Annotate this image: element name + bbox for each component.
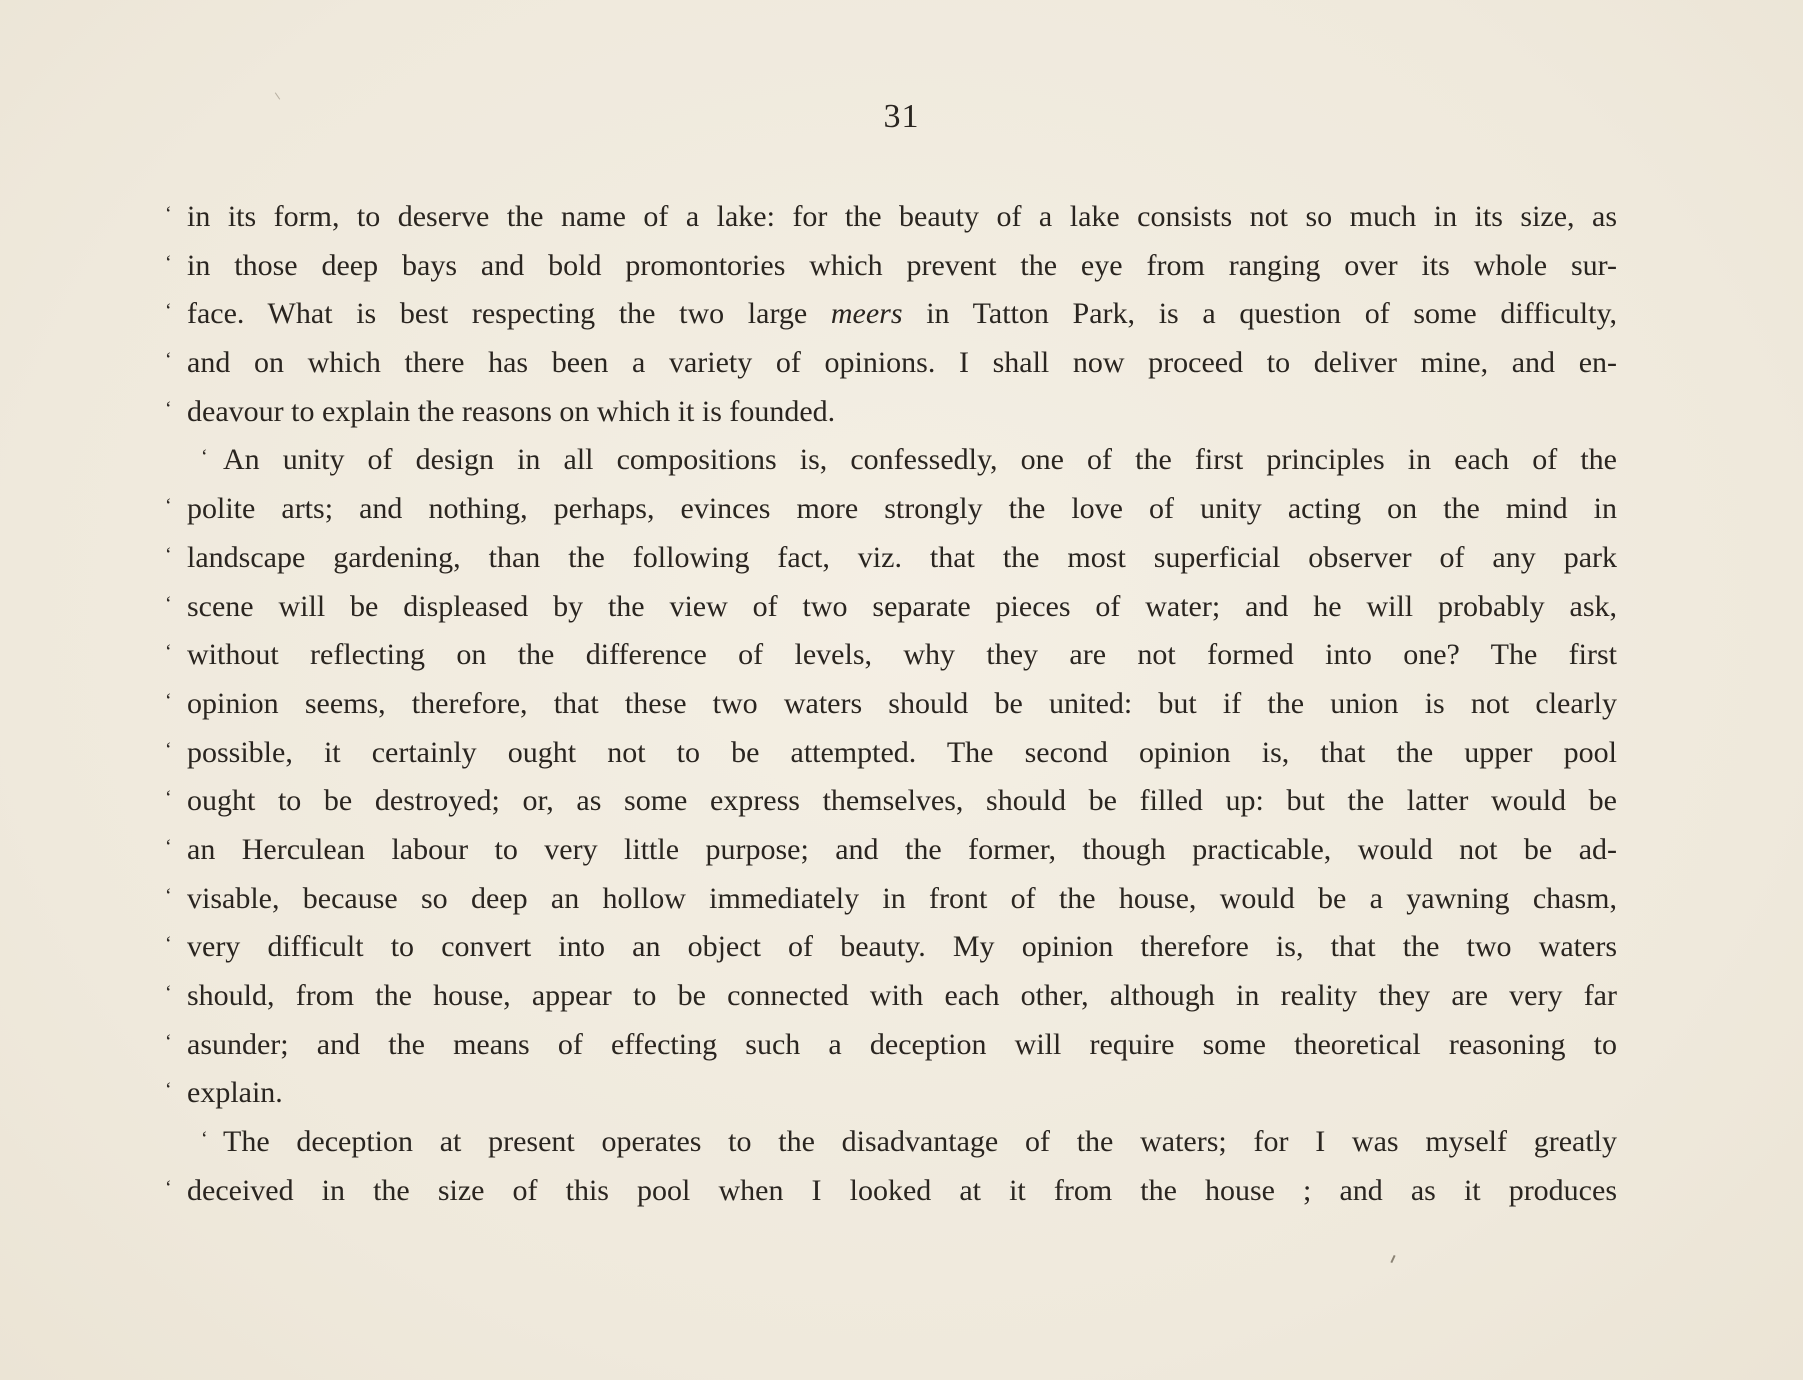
text-line: ‘ deceived in the size of this pool when I looked at it from the house ; and as it produces	[165, 1164, 1617, 1213]
quote-mark: ‘	[165, 300, 172, 323]
quote-mark: ‘	[165, 1030, 172, 1053]
text-line: ‘ possible, it certainly ought not to be attempted. The second opinion is, that the upper pool	[165, 726, 1617, 775]
page-number: 31	[883, 98, 920, 135]
body-text	[165, 190, 1617, 1212]
quote-mark: ‘	[165, 251, 172, 274]
quote-mark: ‘	[165, 1176, 172, 1199]
text-line: ‘ should, from the house, appear to be connected with each other, although in reality they are very far	[165, 969, 1617, 1018]
paragraph-end-line: ‘ deavour to explain the reasons on which it is founded.	[165, 385, 1617, 434]
text-line: ‘ face. What is best respecting the two large meers in Tatton Park, is a question of some difficulty,	[165, 287, 1617, 336]
text-line: ‘ visable, because so deep an hollow immediately in front of the house, would be a yawning chasm,	[165, 872, 1617, 921]
quote-mark: ‘	[165, 592, 172, 615]
text-line: ‘ very difficult to convert into an object of beauty. My opinion therefore is, that the two waters	[165, 920, 1617, 969]
quote-mark: ‘	[165, 738, 172, 761]
text-line: ‘ opinion seems, therefore, that these two waters should be united: but if the union is not clearly	[165, 677, 1617, 726]
italic-word: meers	[830, 297, 903, 331]
text-line: ‘ polite arts; and nothing, perhaps, evinces more strongly the love of unity acting on the mind in	[165, 482, 1617, 531]
quote-mark: ‘	[165, 884, 172, 907]
quote-mark: ‘	[201, 446, 208, 469]
text-line: ‘ asunder; and the means of effecting such a deception will require some theoretical reasoning to	[165, 1018, 1617, 1067]
quote-mark: ‘	[165, 641, 172, 664]
text-line: ‘ without reflecting on the difference of levels, why they are not formed into one? The first	[165, 628, 1617, 677]
quote-mark: ‘	[165, 835, 172, 858]
quote-mark: ‘	[165, 933, 172, 956]
text-line: ‘ in its form, to deserve the name of a lake: for the beauty of a lake consists not so much in its size, as	[165, 190, 1617, 239]
paper-mark	[1390, 1255, 1395, 1263]
text-line: ‘ landscape gardening, than the following fact, viz. that the most superficial observer of any park	[165, 531, 1617, 580]
quote-mark: ‘	[165, 982, 172, 1004]
quote-mark: ‘	[165, 349, 172, 372]
quote-mark: ‘	[201, 1128, 208, 1151]
quote-mark: ‘	[165, 787, 172, 810]
text-line: ‘ ought to be destroyed; or, as some express themselves, should be filled up: but the latter would be	[165, 774, 1617, 823]
quote-mark: ‘	[165, 689, 172, 712]
paragraph-start-line: ‘ An unity of design in all compositions is, confessedly, one of the first principles in each of the	[165, 433, 1617, 482]
text-line: ‘ scene will be displeased by the view of two separate pieces of water; and he will probably ask,	[165, 580, 1617, 629]
text-line: ‘ and on which there has been a variety of opinions. I shall now proceed to deliver mine, and en-	[165, 336, 1617, 385]
quote-mark: ‘	[165, 1079, 172, 1102]
paragraph-end-line: ‘ explain.	[165, 1066, 1617, 1115]
quote-mark: ‘	[165, 203, 172, 225]
quote-mark: ‘	[165, 397, 172, 420]
paragraph-start-line: ‘ The deception at present operates to the disadvantage of the waters; for I was myself greatly	[165, 1115, 1617, 1164]
text-line: ‘ an Herculean labour to very little purpose; and the former, though practicable, would not be ad-	[165, 823, 1617, 872]
text-line: ‘ in those deep bays and bold promontories which prevent the eye from ranging over its whole sur-	[165, 239, 1617, 288]
quote-mark: ‘	[165, 495, 172, 518]
quote-mark: ‘	[165, 543, 172, 566]
